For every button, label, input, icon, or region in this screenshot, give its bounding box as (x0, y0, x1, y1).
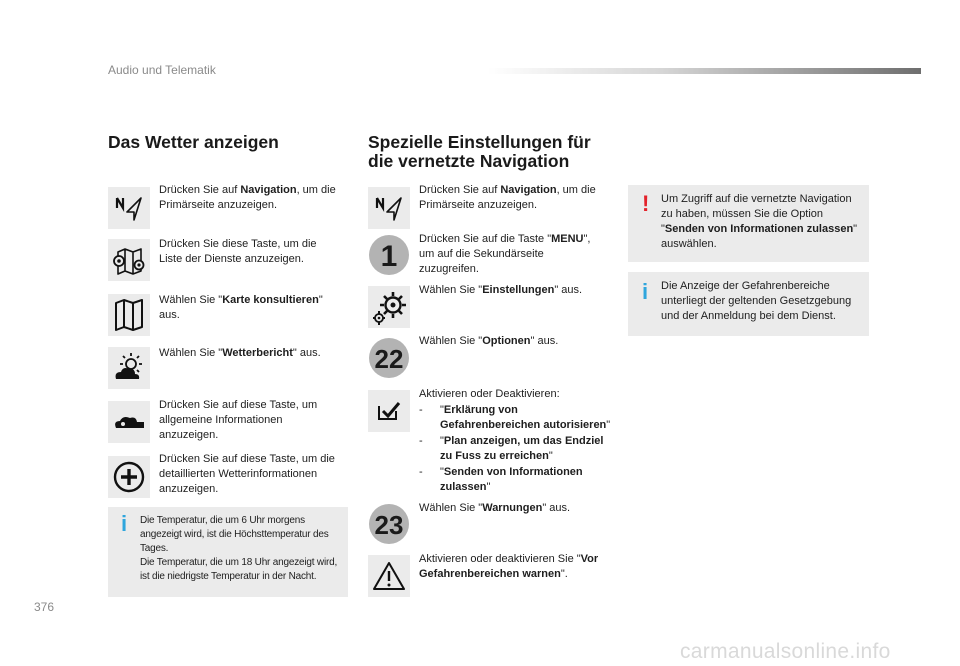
info-icon: i (121, 511, 128, 536)
header-bar (488, 68, 921, 74)
plus-icon (108, 456, 150, 498)
weather-summary-icon (108, 401, 150, 443)
map-icon (108, 294, 150, 336)
checkbox-icon (368, 390, 410, 432)
left-step-4-text: Wählen Sie "Wetterbericht" aus. (159, 347, 321, 359)
options-list (419, 403, 614, 496)
right-step-5-text: Aktivieren oder Deaktivieren: (419, 388, 560, 400)
list-item: - "Erklärung von Gefahrenbereichen autorisieren" (419, 404, 611, 431)
step-23-label: 23 (374, 510, 404, 540)
left-step-1-text: Drücken Sie auf Navigation, um die Primärseite anzuzeigen. (159, 184, 336, 211)
warning-icon (368, 555, 410, 597)
right-heading (368, 133, 591, 171)
legal-note-text: Die Anzeige der Gefahrenbereiche unterliegt der geltenden Gesetzgebung und der Anmeldung bei dem Dienst. (661, 280, 852, 322)
navigation-icon (108, 187, 150, 229)
right-step-3-text: Wählen Sie "Einstellungen" aus. (419, 284, 583, 296)
watermark: carmanualsonline.info (680, 640, 891, 663)
temperature-note-text: Die Temperatur, die um 6 Uhr morgens angezeigt wird, ist die Höchsttemperatur des Tages. Die Temperatur, die um 18 Uhr angezeigt wird, ist die niedrigste Temperatur in der Nacht. (140, 515, 338, 582)
list-item: - "Senden von Informationen zulassen" (419, 466, 583, 493)
settings-icon (368, 286, 410, 328)
right-step-7-text: Aktivieren oder deaktivieren Sie "Vor Gefahrenbereichen warnen". (419, 553, 599, 580)
exclamation-icon: ! (642, 191, 650, 216)
step-23-icon (368, 503, 410, 545)
step-1-label: 1 (380, 240, 398, 273)
warning-note-text: Um Zugriff auf die vernetzte Navigation zu haben, müssen Sie die Option "Senden von Informationen zulassen" auswählen. (661, 193, 858, 250)
info-icon: i (642, 279, 649, 304)
page-number: 376 (34, 600, 55, 614)
warning-note (628, 185, 869, 262)
right-step-1-text: Drücken Sie auf Navigation, um die Primärseite anzuzeigen. (419, 184, 596, 211)
right-heading-line2: die vernetzte Navigation (368, 151, 570, 171)
navigation-icon (368, 187, 410, 229)
list-item: - "Plan anzeigen, um das Endziel zu Fuss zu erreichen" (419, 435, 604, 462)
left-heading: Das Wetter anzeigen (108, 132, 279, 152)
temperature-note (108, 507, 348, 597)
legal-note (628, 272, 869, 336)
left-step-3-text: Wählen Sie "Karte konsultieren" aus. (159, 294, 323, 321)
services-icon (108, 239, 150, 281)
left-step-2-text: Drücken Sie diese Taste, um die Liste der Dienste anzuzeigen. (159, 238, 317, 265)
right-step-4-text: Wählen Sie "Optionen" aus. (419, 335, 559, 347)
right-step-6-text: Wählen Sie "Warnungen" aus. (419, 502, 571, 514)
left-step-6-text: Drücken Sie auf diese Taste, um die detaillierten Wetterinformationen anzuzeigen. (159, 453, 335, 495)
step-1-icon (368, 234, 410, 276)
step-22-icon (368, 337, 410, 379)
right-step-2-text: Drücken Sie auf die Taste "MENU", um auf die Sekundärseite zuzugreifen. (419, 233, 591, 275)
left-step-5-text: Drücken Sie auf diese Taste, um allgemeine Informationen anzuzeigen. (159, 399, 318, 441)
weather-icon (108, 347, 150, 389)
header-title: Audio und Telematik (108, 63, 216, 77)
step-22-label: 22 (374, 344, 404, 374)
right-heading-line1: Spezielle Einstellungen für (368, 132, 591, 152)
